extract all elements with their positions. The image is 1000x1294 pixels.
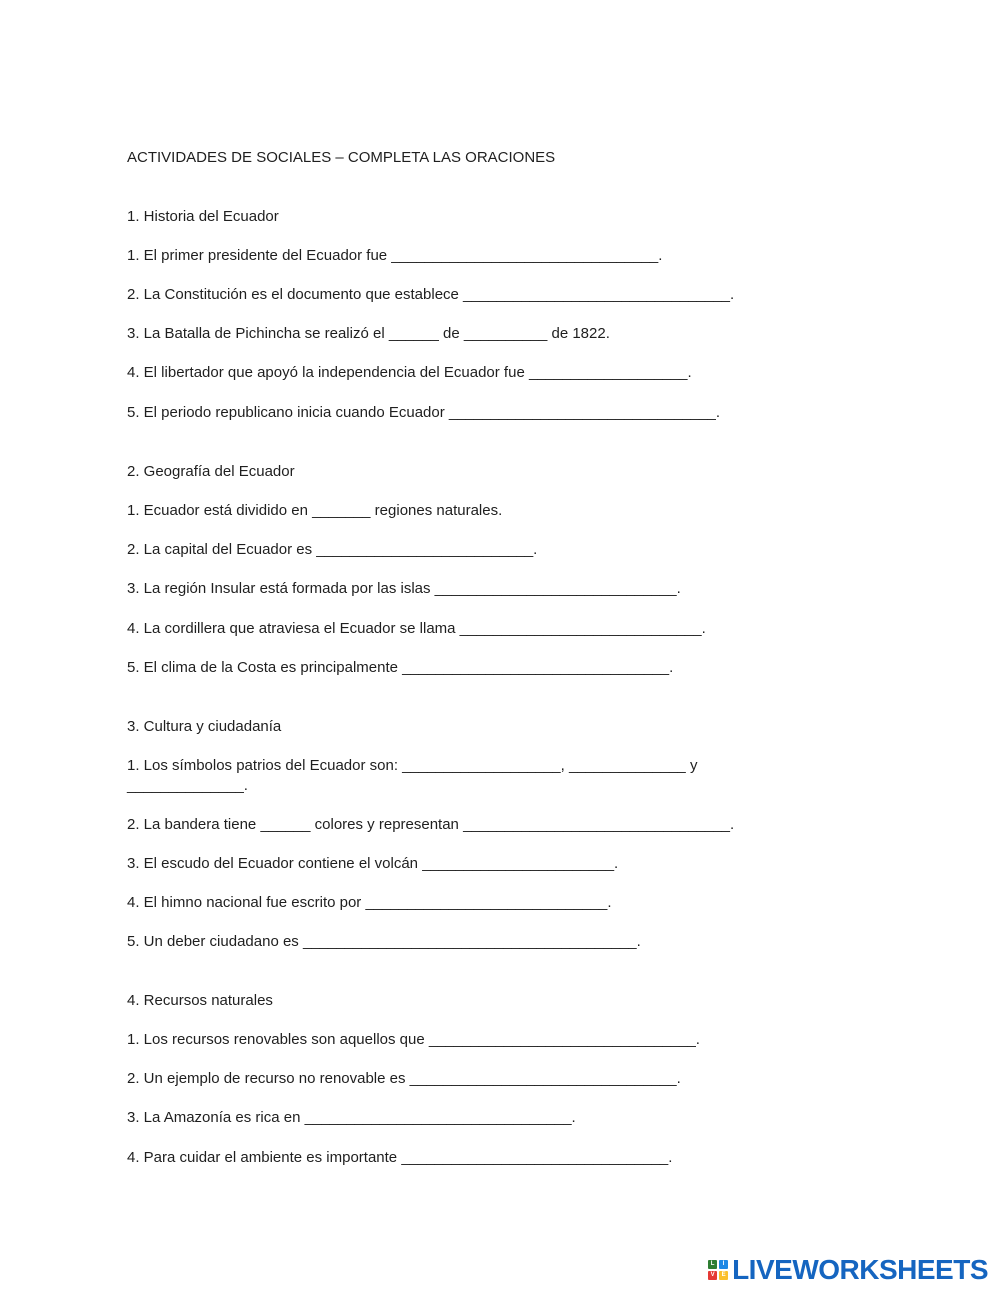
- question-line: 5. El periodo republicano inicia cuando Ecuador ________________________________.: [127, 404, 720, 421]
- question-line: 2. La Constitución es el documento que establece ________________________________.: [127, 286, 735, 303]
- logo-block: E: [719, 1271, 728, 1280]
- question-line: ______________.: [127, 777, 248, 794]
- logo-blocks-icon: [708, 1260, 728, 1280]
- question-line: 2. Un ejemplo de recurso no renovable es ________________________________.: [127, 1070, 681, 1087]
- question-line: 4. El himno nacional fue escrito por _____________________________.: [127, 894, 612, 911]
- question-line: 3. El escudo del Ecuador contiene el volcán _______________________.: [127, 855, 619, 872]
- question-line: 5. Un deber ciudadano es ________________________________________.: [127, 933, 641, 950]
- section-heading: 1. Historia del Ecuador: [127, 208, 279, 225]
- logo-block: V: [708, 1271, 717, 1280]
- question-line: 2. La capital del Ecuador es __________________________.: [127, 541, 538, 558]
- section-heading: 3. Cultura y ciudadanía: [127, 718, 282, 735]
- question-line: 5. El clima de la Costa es principalmente ________________________________.: [127, 659, 674, 676]
- logo-block: L: [708, 1260, 717, 1269]
- question-line: 1. Los recursos renovables son aquellos que ________________________________.: [127, 1031, 700, 1048]
- section-heading: 2. Geografía del Ecuador: [127, 463, 295, 480]
- question-line: 2. La bandera tiene ______ colores y representan ________________________________.: [127, 816, 735, 833]
- page-title: ACTIVIDADES DE SOCIALES – COMPLETA LAS ORACIONES: [127, 149, 556, 166]
- question-line: 1. El primer presidente del Ecuador fue ________________________________.: [127, 247, 663, 264]
- question-line: 4. El libertador que apoyó la independencia del Ecuador fue ___________________.: [127, 364, 692, 381]
- question-line: 4. Para cuidar el ambiente es importante ________________________________.: [127, 1149, 673, 1166]
- question-line: 3. La Batalla de Pichincha se realizó el ______ de __________ de 1822.: [127, 325, 610, 342]
- liveworksheets-logo: [708, 1254, 988, 1286]
- logo-text: LIVEWORKSHEETS: [732, 1254, 988, 1285]
- question-line: 3. La Amazonía es rica en ________________________________.: [127, 1109, 576, 1126]
- question-line: 1. Los símbolos patrios del Ecuador son: ___________________, ______________ y: [127, 757, 698, 774]
- question-line: 4. La cordillera que atraviesa el Ecuador se llama _____________________________.: [127, 620, 706, 637]
- question-line: 1. Ecuador está dividido en _______ regiones naturales.: [127, 502, 503, 519]
- logo-block: I: [719, 1260, 728, 1269]
- section-heading: 4. Recursos naturales: [127, 992, 273, 1009]
- question-line: 3. La región Insular está formada por las islas _____________________________.: [127, 580, 681, 597]
